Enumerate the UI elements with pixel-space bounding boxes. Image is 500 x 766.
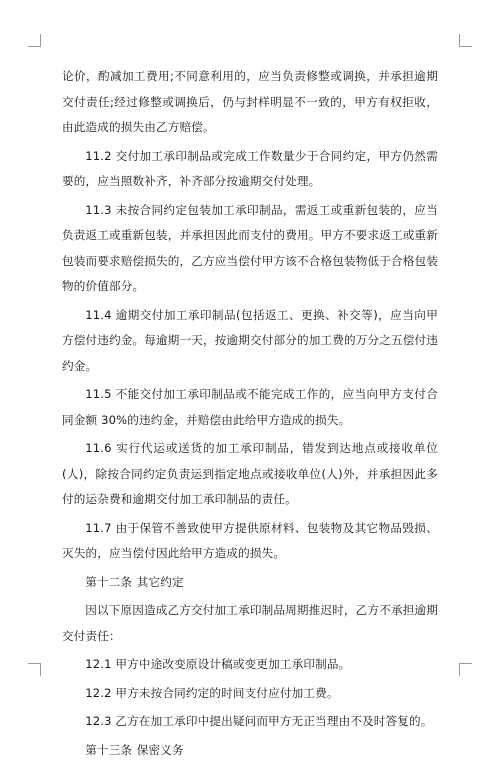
clause-11-3: 11.3 未按合同约定包装加工承印制品，需返工或重新包装的，应当负责返工或重新包装，并承担因此而支付的费用。甲方不要求返工或重新包装而要求赔偿损失的，乙方应当偿付甲方该不合格包装物低于合格包装物的价值部分。 [62,202,438,293]
clause-12-3: 12.3 乙方在加工承印中提出疑问而甲方无正当理由不及时答复的。 [85,714,433,728]
article-12-number: 第十二条 [85,574,133,589]
clause-11-4: 11.4 逾期交付加工承印制品(包括返工、更换、补交等)，应当向甲方偿付违约金。每逾期一天，按逾期交付部分的加工费的万分之五偿付违约金。 [62,307,438,373]
crop-mark-top-right [459,34,472,47]
clause-11-2: 11.2 交付加工承印制品或完成工作数量少于合同约定，甲方仍然需要的，应当照数补齐，补齐部分按逾期交付处理。 [62,148,438,188]
article-12-intro: 因以下原因造成乙方交付加工承印制品周期推迟时，乙方不承担逾期交付责任： [62,603,438,643]
article-12-title: 其它约定 [136,574,184,589]
article-12-heading [62,570,438,596]
article-13-heading [62,738,438,764]
crop-mark-bottom-right [459,663,472,676]
crop-mark-bottom-left [28,663,41,676]
clause-11-5: 11.5 不能交付加工承印制品或不能完成工作的，应当向甲方支付合同金额 30%的违约金，并赔偿由此给甲方造成的损失。 [62,387,438,427]
crop-mark-top-left [28,34,41,47]
article-13-number: 第十三条 [85,742,133,757]
document-body [62,64,438,766]
clause-12-1: 12.1 甲方中途改变原设计稿或变更加工承印制品。 [85,657,351,671]
clause-11-7: 11.7 由于保管不善致使甲方提供原材料、包装物及其它物品毁损、灭失的，应当偿付因此给甲方造成的损失。 [62,520,438,560]
article-13-title: 保密义务 [136,742,184,757]
clause-12-2: 12.2 甲方未按合同约定的时间支付应付加工费。 [85,685,339,700]
paragraph-continuation: 论价，酌减加工费用;不同意利用的，应当负责修整或调换，并承担逾期交付责任;经过修整或调换后，仍与封样明显不一致的，甲方有权拒收，由此造成的损失由乙方赔偿。 [62,69,438,134]
clause-11-6: 11.6 实行代运或送货的加工承印制品，错发到达地点或接收单位(人)，除按合同约定负责运到指定地点或接收单位(人)外，并承担因此多付的运杂费和逾期交付加工承印制品的责任。 [62,441,438,506]
